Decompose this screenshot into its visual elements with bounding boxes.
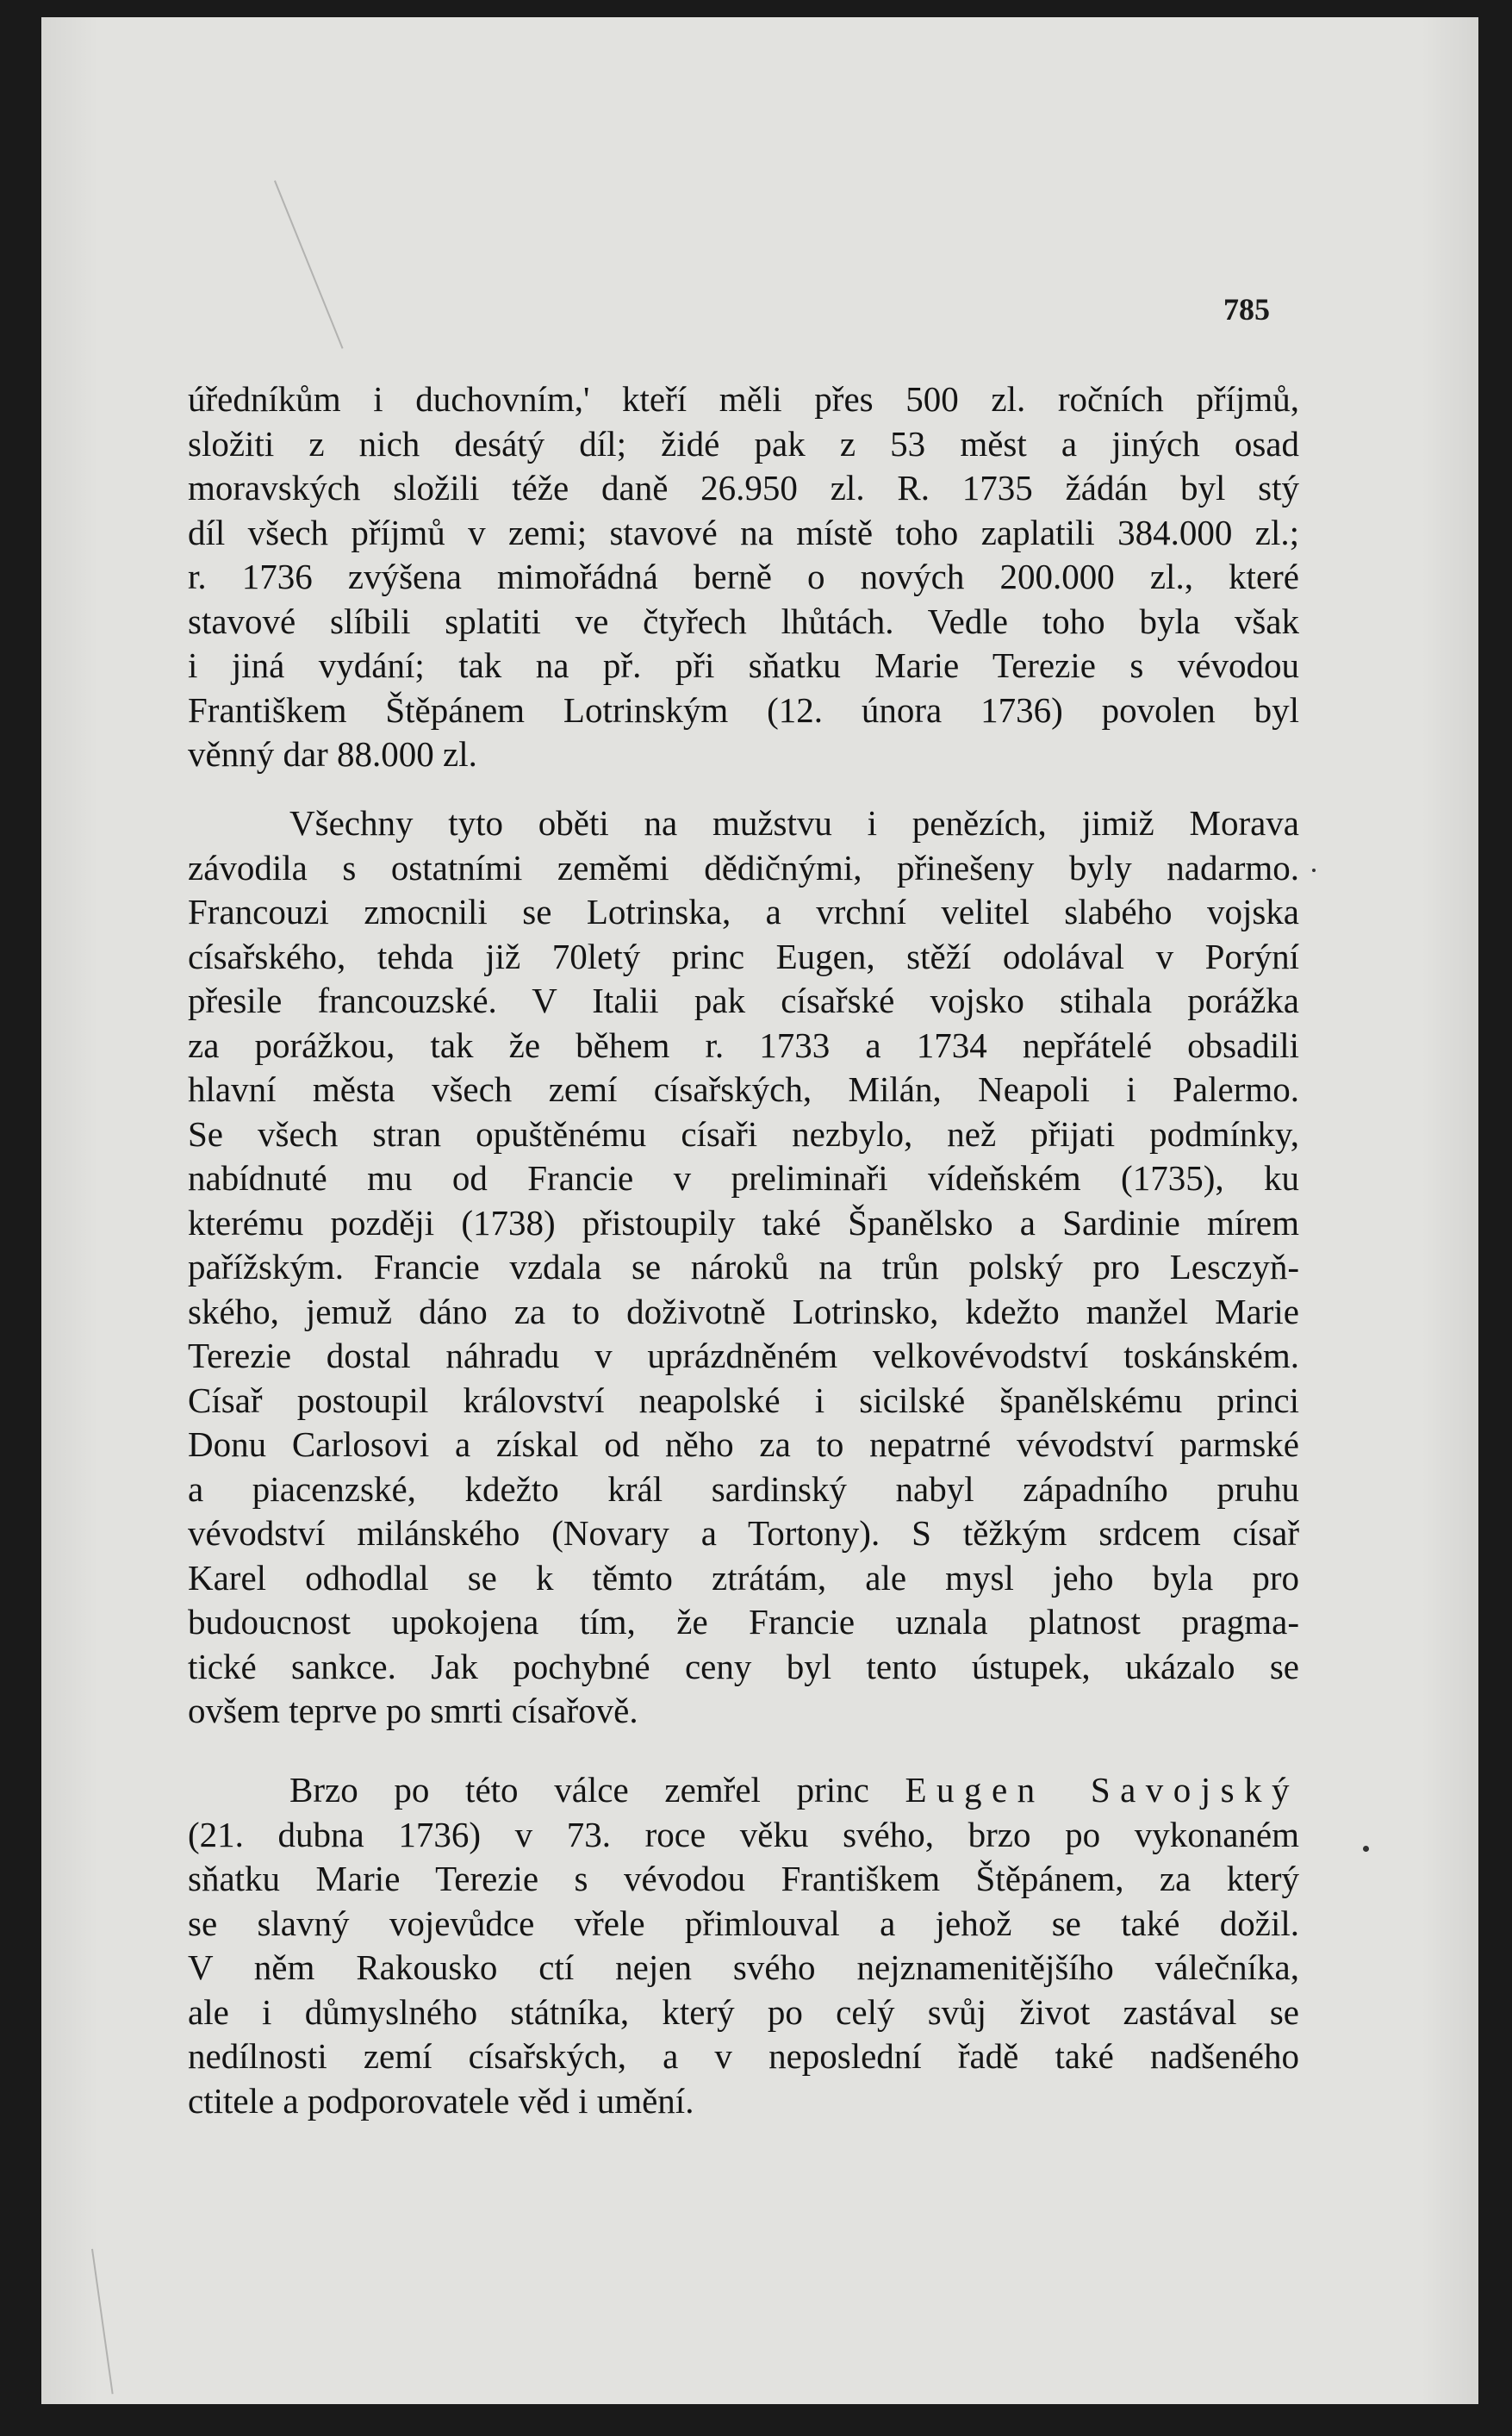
text-line: ského, jemuž dáno za to doživotně Lotrinsko, kdežto manžel Marie bbox=[188, 1291, 1299, 1331]
text-line: úředníkům i duchovním,' kteří měli přes 500 zl. ročních příjmů, bbox=[188, 379, 1299, 419]
text-line: složiti z nich desátý díl; židé pak z 53 měst a jiných osad bbox=[188, 423, 1299, 464]
text-line: i jiná vydání; tak na př. při sňatku Marie Terezie s vévodou bbox=[188, 645, 1299, 685]
paper-speck bbox=[1312, 869, 1316, 872]
text-line: Františkem Štěpánem Lotrinským (12. února 1736) povolen byl bbox=[188, 689, 1299, 730]
text-line: za porážkou, tak že během r. 1733 a 1734 nepřátelé obsadili bbox=[188, 1025, 1299, 1065]
text-line: věnný dar 88.000 zl. bbox=[188, 734, 477, 774]
text-line: (21. dubna 1736) v 73. roce věku svého, brzo po vykonaném bbox=[188, 1814, 1299, 1854]
text-line: stavové slíbili splatiti ve čtyřech lhůtách. Vedle toho byla však bbox=[188, 601, 1299, 641]
text-line: Karel odhodlal se k těmto ztrátám, ale mysl jeho byla pro bbox=[188, 1557, 1299, 1598]
text-line: ctitele a podporovatele věd i umění. bbox=[188, 2080, 694, 2121]
text-line: budoucnost upokojena tím, že Francie uznala platnost pragma- bbox=[188, 1602, 1299, 1642]
text-line: a piacenzské, kdežto král sardinský nabyl západního pruhu bbox=[188, 1468, 1299, 1509]
paper-sheet bbox=[41, 17, 1478, 2404]
text-line: nedílnosti zemí císařských, a v neposlední řadě také nadšeného bbox=[188, 2036, 1299, 2076]
paragraph-2 bbox=[188, 801, 1299, 1734]
paper-scratch bbox=[91, 2249, 114, 2395]
person-name-spaced: Eugen Savojský bbox=[905, 1770, 1300, 1810]
text-line: moravských složili téže daně 26.950 zl. R. 1735 žádán byl stý bbox=[188, 468, 1299, 508]
text-line: r. 1736 zvýšena mimořádná berně o nových 200.000 zl., které bbox=[188, 557, 1299, 596]
text-line: Terezie dostal náhradu v uprázdněném velkovévodství toskánském. bbox=[188, 1336, 1299, 1375]
text-line-first bbox=[188, 1768, 1299, 1813]
text-line: závodila s ostatními zeměmi dědičnými, přinešeny byly nadarmo. bbox=[188, 847, 1299, 888]
text-line: tické sankce. Jak pochybné ceny byl tento ústupek, ukázalo se bbox=[188, 1646, 1299, 1686]
text-line: kterému později (1738) přistoupily také Španělsko a Sardinie mírem bbox=[188, 1202, 1299, 1243]
paper-speck bbox=[1363, 1846, 1369, 1852]
text-line: přesile francouzské. V Italii pak císařské vojsko stihala porážka bbox=[188, 981, 1299, 1020]
text-line: Francouzi zmocnili se Lotrinska, a vrchní velitel slabého vojska bbox=[188, 892, 1299, 931]
paper-scratch bbox=[274, 180, 344, 348]
text-line: nabídnuté mu od Francie v preliminaři vídeňském (1735), ku bbox=[188, 1158, 1299, 1198]
text-line: císařského, tehda již 70letý princ Eugen, stěží odolával v Porýní bbox=[188, 936, 1299, 976]
text-line: se slavný vojevůdce vřele přimlouval a jehož se také dožil. bbox=[188, 1903, 1299, 1943]
text-line: díl všech příjmů v zemi; stavové na místě toho zaplatili 384.000 zl.; bbox=[188, 512, 1299, 552]
text-line: Se všech stran opuštěnému císaři nezbylo, než přijati podmínky, bbox=[188, 1113, 1299, 1154]
text-line: hlavní města všech zemí císařských, Milán, Neapoli i Palermo. bbox=[188, 1069, 1299, 1109]
text-line: ale i důmyslného státníka, který po celý svůj život zastával se bbox=[188, 1991, 1299, 2032]
text-line: sňatku Marie Terezie s vévodou Františkem Štěpánem, za který bbox=[188, 1859, 1299, 1898]
paragraph-3 bbox=[188, 1768, 1299, 2123]
text-line: V něm Rakousko ctí nejen svého nejznamenitějšího válečníka, bbox=[188, 1947, 1299, 1987]
page-number: 785 bbox=[1223, 292, 1270, 327]
text-line: vévodství milánského (Novary a Tortony). S těžkým srdcem císař bbox=[188, 1513, 1299, 1553]
text-line: Císař postoupil království neapolské i sicilské španělskému princi bbox=[188, 1380, 1299, 1420]
text-line: pařížským. Francie vzdala se nároků na trůn polský pro Lesczyň- bbox=[188, 1247, 1299, 1287]
paragraph-1 bbox=[188, 377, 1299, 777]
text-line: Donu Carlosovi a získal od něho za to nepatrné vévodství parmské bbox=[188, 1424, 1299, 1464]
text-line: Všechny tyto oběti na mužstvu i penězích, jimiž Morava bbox=[289, 803, 1299, 843]
first-line-start: Brzo po této válce zemřel princ bbox=[289, 1770, 869, 1810]
text-line: ovšem teprve po smrti císařově. bbox=[188, 1691, 638, 1730]
